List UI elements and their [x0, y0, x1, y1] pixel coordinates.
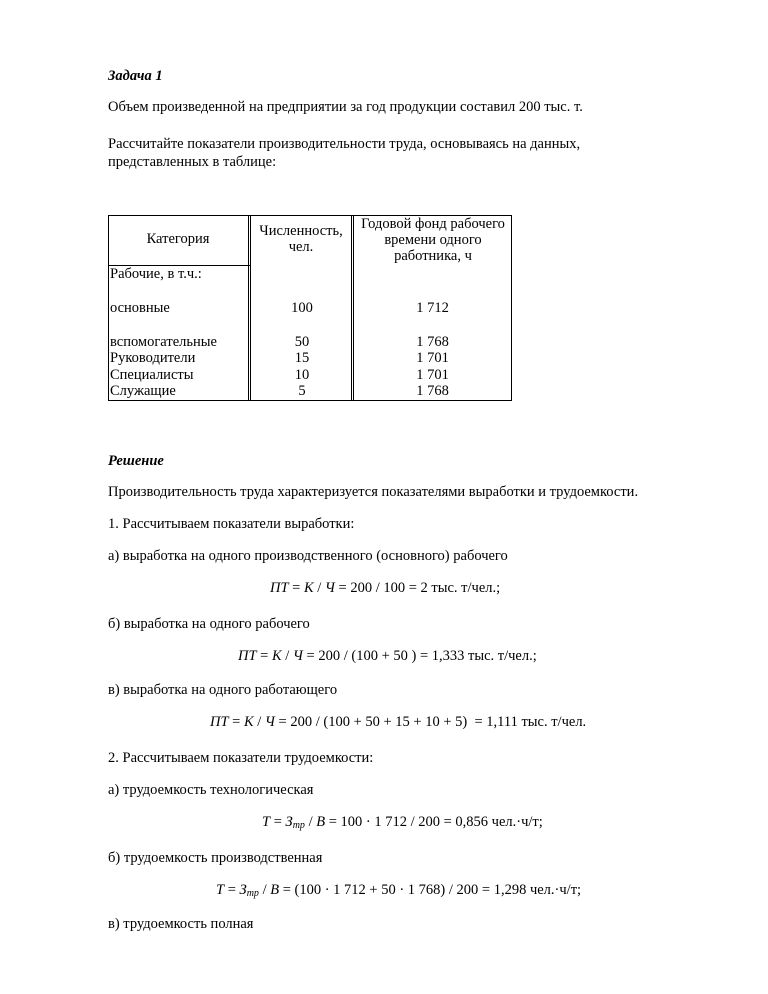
section-2c-text: в) трудоемкость полная [108, 916, 254, 932]
formula-1 [270, 579, 500, 597]
solution-intro: Производительность труда характеризуется показателями выработки и трудоемкости. [108, 484, 639, 500]
section-2b-text: б) трудоемкость производственная [108, 850, 323, 866]
request-line-2: представленных в таблице: [108, 154, 277, 170]
row-category: вспомогательные [110, 334, 217, 350]
formula-var: ПТ [238, 648, 257, 664]
formula-op: / [258, 882, 271, 898]
formula-op: / [281, 648, 293, 664]
row-category: основные [110, 300, 170, 316]
row-count: 50 [294, 334, 310, 350]
formula-var: К [303, 580, 314, 596]
section-1a-text: а) выработка на одного производственного (основного) рабочего [108, 548, 508, 564]
formula-rest: = 100 · 1 712 / 200 = 0,856 чел.·ч/т; [325, 814, 543, 830]
formula-2 [238, 647, 537, 665]
header-fund-line-2: времени одного [384, 232, 482, 248]
row-fund: 1 701 [416, 367, 449, 383]
section-1-title: 1. Рассчитываем показатели выработки: [108, 516, 355, 532]
formula-var: Т [216, 882, 225, 898]
row-category: Служащие [110, 383, 176, 399]
section-1b-text: б) выработка на одного рабочего [108, 616, 310, 632]
formula-var: В [270, 882, 280, 898]
section-1c-text: в) выработка на одного работающего [108, 682, 338, 698]
row-count: 5 [298, 383, 306, 399]
formula-5 [216, 881, 581, 903]
formula-var: Ч [264, 714, 275, 730]
header-count-line-2: чел. [288, 239, 314, 255]
formula-rest: = (100 · 1 712 + 50 · 1 768) / 200 = 1,298 чел.·ч/т; [279, 882, 582, 898]
data-table [108, 215, 512, 401]
header-category: Категория [146, 231, 210, 247]
header-fund-line-3: работника, ч [394, 248, 472, 264]
formula-var: Ч [292, 648, 303, 664]
formula-subscript: тр [246, 888, 259, 899]
formula-op: = [288, 580, 304, 596]
formula-var: В [316, 814, 326, 830]
row-fund: 1 768 [416, 334, 449, 350]
formula-3 [210, 713, 586, 731]
formula-var: Ч [324, 580, 335, 596]
task-title: Задача 1 [108, 68, 163, 84]
formula-op: = [256, 648, 272, 664]
row-count: 10 [294, 367, 310, 383]
row-category: Специалисты [110, 367, 194, 383]
formula-var: ПТ [270, 580, 289, 596]
formula-op: = [224, 882, 240, 898]
row-fund: 1 701 [416, 350, 449, 366]
header-count-line-1: Численность, [259, 223, 343, 239]
formula-op: / [313, 580, 325, 596]
formula-var: З [285, 814, 293, 830]
header-count [251, 223, 351, 255]
formula-op: / [304, 814, 317, 830]
formula-subscript: тр [292, 820, 305, 831]
section-2-title: 2. Рассчитываем показатели трудоемкости: [108, 750, 374, 766]
formula-var: Т [262, 814, 271, 830]
request-line-1: Рассчитайте показатели производительности труда, основываясь на данных, [108, 136, 581, 152]
formula-var: З [239, 882, 247, 898]
row-fund: 1 712 [416, 300, 449, 316]
formula-4 [262, 813, 543, 835]
formula-rest: = 200 / (100 + 50 + 15 + 10 + 5) = 1,111 тыс. т/чел. [274, 714, 587, 730]
intro-text: Объем произведенной на предприятии за год продукции составил 200 тыс. т. [108, 99, 583, 115]
formula-op: = [270, 814, 286, 830]
formula-var: К [271, 648, 282, 664]
formula-op: / [253, 714, 265, 730]
header-fund-line-1: Годовой фонд рабочего [361, 216, 505, 232]
row-count: 15 [294, 350, 310, 366]
row-category: Рабочие, в т.ч.: [110, 266, 202, 282]
row-fund: 1 768 [416, 383, 449, 399]
row-category: Руководители [110, 350, 196, 366]
solution-title: Решение [108, 453, 164, 469]
header-fund [354, 216, 512, 264]
formula-var: ПТ [210, 714, 229, 730]
formula-op: = [228, 714, 244, 730]
formula-rest: = 200 / (100 + 50 ) = 1,333 тыс. т/чел.; [302, 648, 537, 664]
section-2a-text: а) трудоемкость технологическая [108, 782, 314, 798]
formula-var: К [243, 714, 254, 730]
row-count: 100 [291, 300, 313, 316]
formula-rest: = 200 / 100 = 2 тыс. т/чел.; [334, 580, 501, 596]
